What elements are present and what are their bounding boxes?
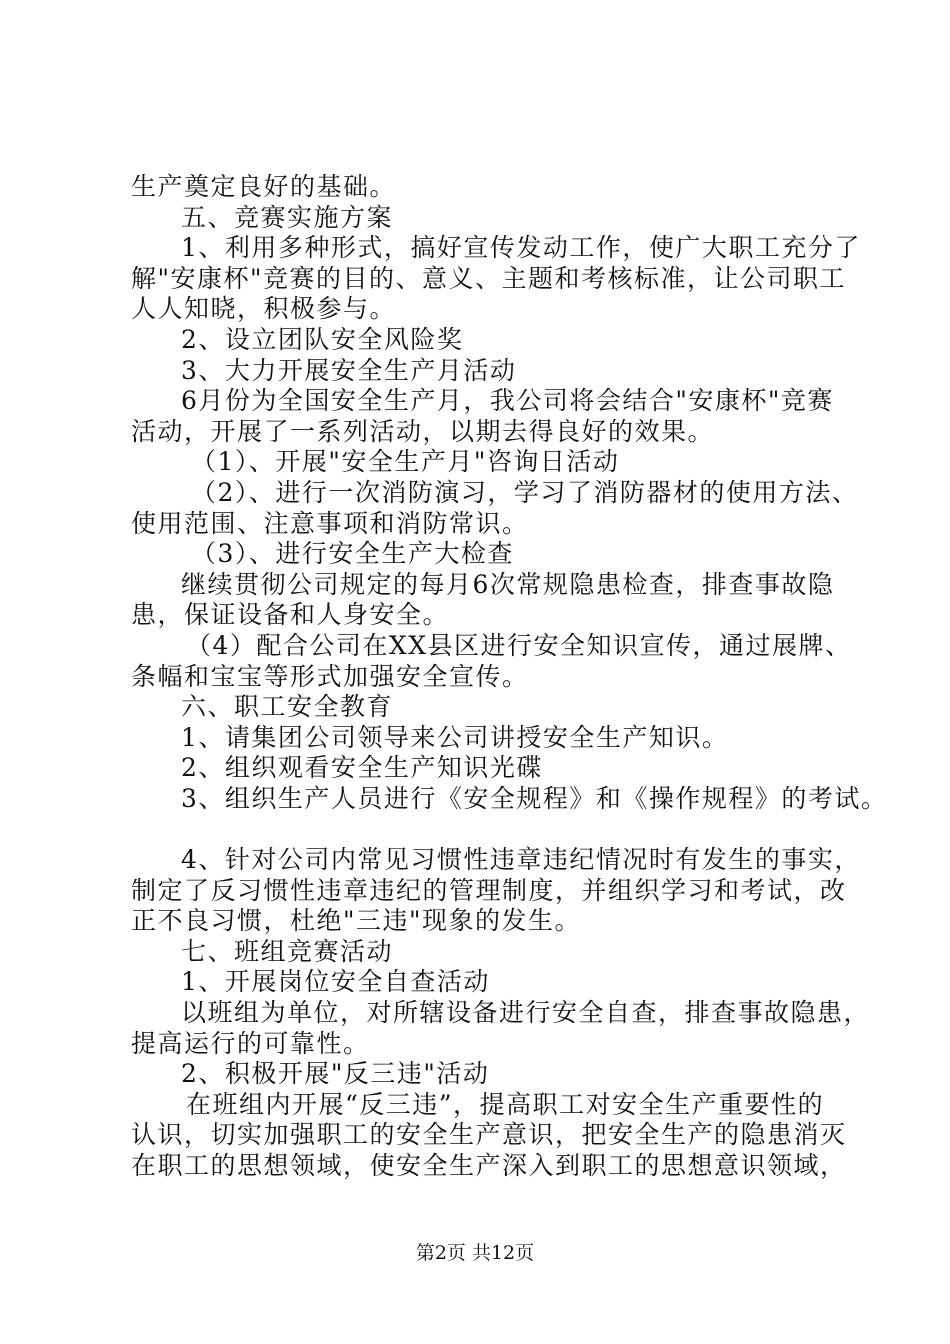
page-number-footer: 第2页 共12页 [415,1242,535,1264]
text-line: （4）配合公司在XX县区进行安全知识宣传，通过展牌、 [186,630,852,660]
text-line: 4、针对公司内常见习惯性违章违纪情况时有发生的事实， [181,845,861,875]
text-line: 继续贯彻公司规定的每月6次常规隐患检查，排查事故隐 [181,569,835,599]
text-line: 正不良习惯，杜绝"三违"现象的发生。 [131,906,581,936]
text-line: 认识，切实加强职工的安全生产意识，把安全生产的隐患消灭 [131,1120,847,1150]
paragraph-gap [131,814,851,845]
text-line: 1、开展岗位安全自查活动 [181,967,490,997]
text-line: （2）、进行一次消防演习，学习了消防器材的使用方法、 [191,477,859,507]
text-line: 2、积极开展"反三违"活动 [181,1059,490,1089]
section-heading: 七、班组竞赛活动 [181,936,394,966]
text-line: 以班组为单位，对所辖设备进行安全自查，排查事故隐患， [181,998,871,1028]
document-body [131,172,888,1182]
text-line: 生产奠定良好的基础。 [131,172,397,201]
text-line: 2、组织观看安全生产知识光碟 [181,753,543,783]
text-line: 1、请集团公司领导来公司讲授安全生产知识。 [181,722,729,752]
text-line: 患，保证设备和人身安全。 [131,600,450,630]
section-heading: 六、职工安全教育 [181,692,394,722]
text-line: 制定了反习惯性违章违纪的管理制度，并组织学习和考试，改 [131,875,847,905]
text-line: 3、大力开展安全生产月活动 [181,355,517,385]
text-line: 在班组内开展“反三违”，提高职工对安全生产重要性的 [186,1089,825,1119]
text-line: 6月份为全国安全生产月，我公司将会结合"安康杯"竞赛 [181,386,834,416]
text-line: 条幅和宝宝等形式加强安全宣传。 [131,661,529,691]
text-line: 人人知晓，积极参与。 [131,294,397,324]
text-line: 3、组织生产人员进行《安全规程》和《操作规程》的考试。 [181,783,888,813]
text-line: 提高运行的可靠性。 [131,1028,370,1058]
text-line: （3）、进行安全生产大检查 [191,539,514,569]
text-line: 在职工的思想领域，使安全生产深入到职工的思想意识领域， [131,1151,847,1180]
text-line: 活动，开展了一系列活动，以期去得良好的效果。 [131,416,715,446]
section-heading: 五、竞赛实施方案 [181,202,394,232]
text-line: 1、利用多种形式，搞好宣传发动工作，使广大职工充分了 [181,233,861,263]
text-line: （1）、开展"安全生产月"咨询日活动 [191,447,620,477]
text-line: 2、设立团队安全风险奖 [181,324,464,354]
text-line: 使用范围、注意事项和消防常识。 [131,508,529,538]
text-line: 解"安康杯"竞赛的目的、意义、主题和考核标准，让公司职工 [131,263,847,293]
